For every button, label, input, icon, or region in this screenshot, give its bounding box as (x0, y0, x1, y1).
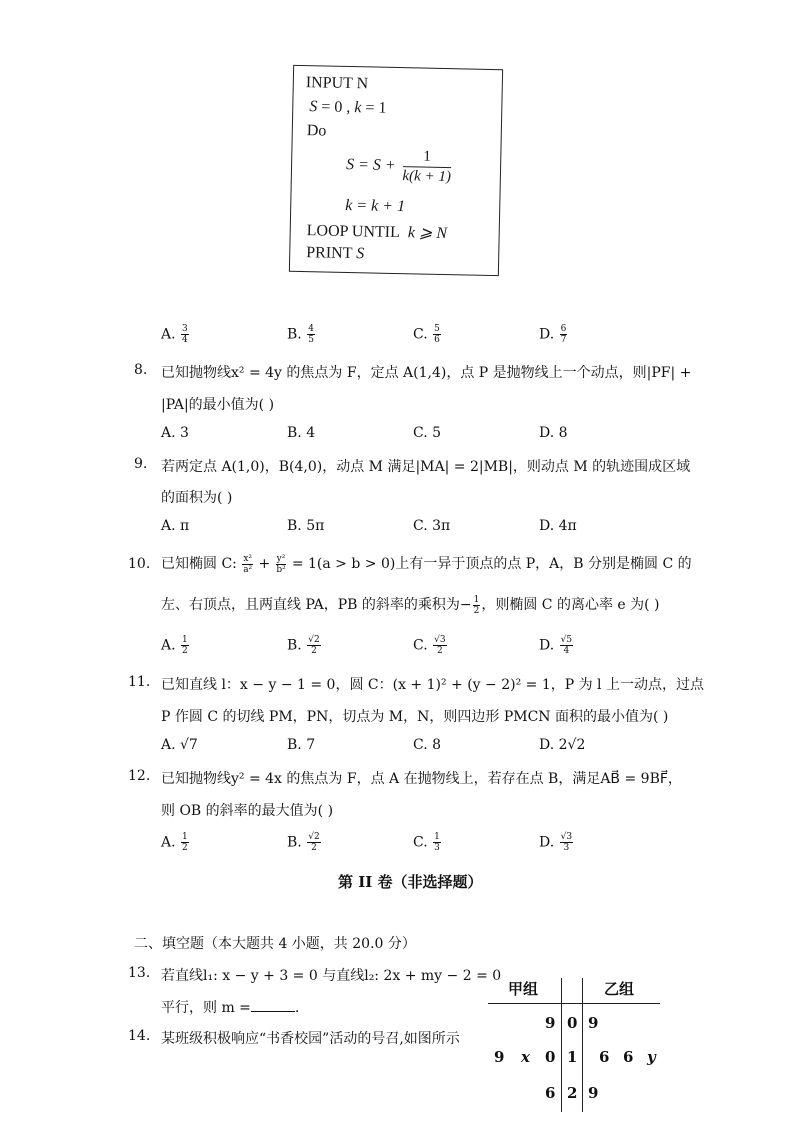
q9-stem-line1: 若两定点 A(1,0)，B(4,0)，动点 M 满足|MA| = 2|MB|，则动点 M 的轨迹围成区域 (161, 459, 691, 475)
program-loop-keyword: LOOP UNTIL (306, 222, 401, 242)
stemleaf-left-header: 甲组 (508, 980, 539, 998)
q12-option-a[interactable]: A. $\frac{1}{2}$ (161, 832, 188, 853)
program-sum-expr: S = S + (345, 156, 396, 175)
q12-stem-line2: 则 OB 的斜率的最大值为( ) (161, 803, 334, 819)
q13-stem-line2: 平行，则 m = . (161, 1000, 300, 1016)
q7-option-d[interactable]: D. $\frac{6}{7}$ (539, 324, 567, 345)
program-do-line: Do (306, 122, 327, 140)
q7-option-a[interactable]: A. $\frac{3}{4}$ (161, 324, 188, 345)
stemleaf-header-rule (488, 1003, 660, 1004)
program-init-line (309, 98, 387, 118)
q9-option-a[interactable]: A. π (161, 518, 190, 534)
program-print-line (306, 244, 364, 263)
q10-number: 10. (128, 556, 151, 572)
q11-option-b[interactable]: B. 7 (287, 737, 316, 753)
program-increment-line (345, 197, 405, 216)
q8-option-c[interactable]: C. 5 (413, 425, 442, 441)
q13-number: 13. (128, 965, 151, 981)
program-s-var: S (309, 98, 318, 116)
q8-number: 8. (134, 362, 148, 378)
stemleaf-row2-left-3: 0 (545, 1048, 556, 1066)
q10-stem-line2: 左、右顶点，且两直线 PA，PB 的斜率的乘积为− $\frac{1}{2}$ ，则椭圆 C 的离心率 e 为( ) (161, 594, 660, 616)
program-print-var: S (356, 245, 365, 263)
stemleaf-row3-stem: 2 (567, 1084, 578, 1102)
stemleaf-row1-stem: 0 (567, 1014, 578, 1032)
q11-number: 11. (128, 674, 151, 690)
q10-half-fraction: $\frac{1}{2}$ (473, 594, 480, 616)
program-loop-line (307, 220, 448, 243)
q8-stem-line1: 已知抛物线x² = 4y 的焦点为 F，定点 A(1,4)，点 P 是抛物线上一个动点，则|PF| + (161, 365, 692, 381)
program-sum-fraction (402, 148, 451, 186)
q9-number: 9. (134, 456, 148, 472)
q12-option-c[interactable]: C. $\frac{1}{3}$ (413, 832, 440, 853)
q9-option-d[interactable]: D. 4π (539, 518, 577, 534)
q11-option-c[interactable]: C. 8 (413, 737, 442, 753)
q9-option-b[interactable]: B. 5π (287, 518, 325, 534)
q11-option-a[interactable]: A. √7 (161, 737, 198, 753)
q11-stem-line2: P 作圆 C 的切线 PM，PN，切点为 M，N，则四边形 PMCN 面积的最小值为( ) (161, 709, 669, 725)
q10-option-b[interactable]: B. $\frac{√2}{2}$ (287, 635, 320, 656)
program-init-eq: = 0 , (317, 98, 355, 117)
stemleaf-right-divider (582, 978, 583, 1112)
program-input-line: INPUT N (305, 74, 369, 93)
stemleaf-row3-right: 9 (588, 1084, 599, 1102)
q8-option-d[interactable]: D. 8 (539, 425, 568, 441)
q12-option-b[interactable]: B. $\frac{√2}{2}$ (287, 832, 320, 853)
q10-option-d[interactable]: D. $\frac{√5}{4}$ (539, 635, 573, 656)
q14-stem-line1: 某班级积极响应“书香校园”活动的号召,如图所示 (161, 1031, 460, 1047)
q8-option-b[interactable]: B. 4 (287, 425, 316, 441)
program-fraction-den: k(k + 1) (402, 168, 452, 186)
q10-option-c[interactable]: C. $\frac{√3}{2}$ (413, 635, 446, 656)
q12-option-d[interactable]: D. $\frac{√3}{3}$ (539, 832, 573, 853)
part2-title: 第 II 卷（非选择题） (338, 873, 483, 891)
stemleaf-right-header: 乙组 (604, 980, 635, 998)
stem-leaf-plot (488, 972, 668, 1112)
q7-option-c[interactable]: C. $\frac{5}{6}$ (413, 324, 440, 345)
q12-stem-line1: 已知抛物线y² = 4x 的焦点为 F，点 A 在抛物线上，若存在点 B，满足AB⃗ = 9BF⃗， (161, 771, 682, 787)
q10-stem-line1: 已知椭圆 C: $\frac{\text{x²}}{\text{a²}}$ + $\frac{\text{y²}}{\text{b²}}$ = 1(a > b > 0)上有一异于顶点的点 P，A，B 分别是椭圆 C 的 (161, 553, 692, 575)
program-print-keyword: PRINT (306, 244, 353, 263)
program-sum-line (346, 147, 452, 186)
stemleaf-row1-right: 9 (588, 1014, 599, 1032)
section2-heading: 二、填空题（本大题共 4 小题，共 20.0 分） (134, 936, 416, 952)
q7-option-b[interactable]: B. $\frac{4}{5}$ (287, 324, 314, 345)
q10-y-fraction: $\frac{\text{y²}}{\text{b²}}$ (276, 553, 286, 575)
program-k-var: k (354, 99, 362, 117)
stemleaf-row2-stem: 1 (567, 1048, 578, 1066)
program-loop-cond: k ⩾ N (407, 224, 448, 243)
stemleaf-left-divider (561, 978, 562, 1112)
program-flowchart-box (289, 65, 503, 276)
q11-option-d[interactable]: D. 2√2 (539, 737, 586, 753)
stemleaf-row2-right-2: 6 (623, 1048, 634, 1066)
stemleaf-row1-left: 9 (545, 1014, 556, 1032)
q12-number: 12. (128, 768, 151, 784)
stemleaf-row3-left: 6 (545, 1084, 556, 1102)
q13-stem-line1: 若直线l₁: x − y + 3 = 0 与直线l₂: 2x + my − 2 = 0 (161, 968, 502, 984)
program-init-eq2: = 1 (361, 99, 387, 117)
stemleaf-row2-left-1: 9 (494, 1048, 505, 1066)
q13-answer-blank[interactable] (251, 999, 295, 1012)
q9-option-c[interactable]: C. 3π (413, 518, 451, 534)
stemleaf-row2-left-2: x (521, 1048, 530, 1066)
q9-stem-line2: 的面积为( ) (161, 490, 233, 506)
stemleaf-row2-right-3: y (647, 1048, 656, 1066)
q10-x-fraction: $\frac{\text{x²}}{\text{a²}}$ (243, 553, 253, 575)
q8-option-a[interactable]: A. 3 (161, 425, 189, 441)
q10-option-a[interactable]: A. $\frac{1}{2}$ (161, 635, 188, 656)
q11-stem-line1: 已知直线 l：x − y − 1 = 0，圆 C：(x + 1)² + (y − 2)² = 1，P 为 l 上一动点，过点 (161, 677, 704, 693)
q14-number: 14. (128, 1028, 151, 1044)
program-increment-expr: k = k + 1 (345, 196, 406, 216)
q8-stem-line2: |PA|的最小值为( ) (161, 397, 275, 413)
stemleaf-row2-right-1: 6 (599, 1048, 610, 1066)
program-fraction-num: 1 (403, 148, 452, 168)
